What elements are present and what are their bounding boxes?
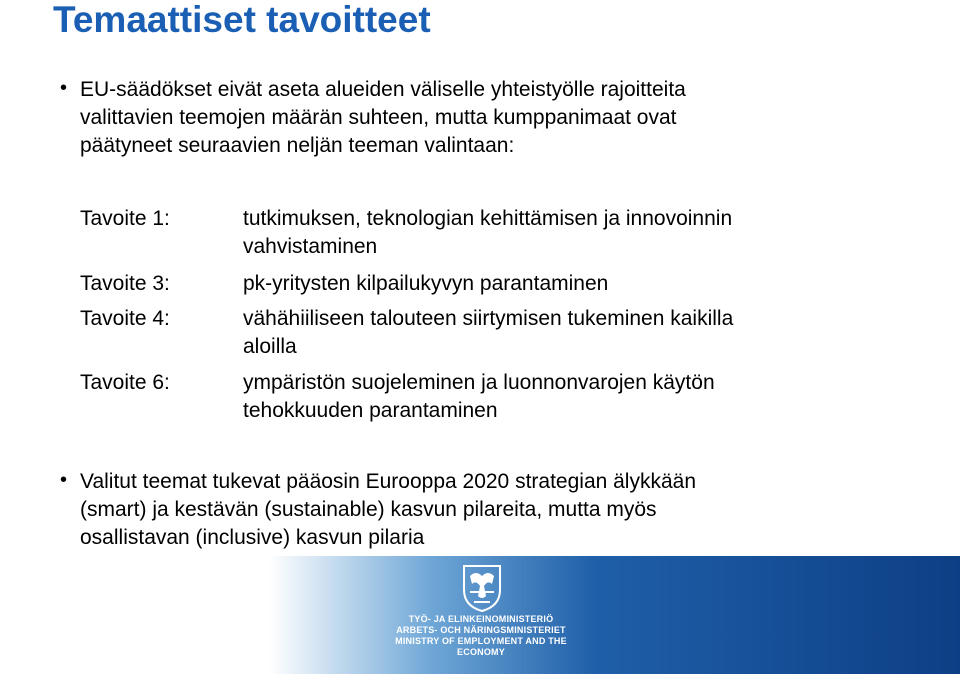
ministry-line-en: MINISTRY OF EMPLOYMENT AND THE ECONOMY bbox=[395, 636, 567, 657]
ministry-line-sv: ARBETS- OCH NÄRINGSMINISTERIET bbox=[396, 625, 566, 635]
goal-description-6 bbox=[243, 369, 943, 425]
goal-line: tehokkuuden parantaminen bbox=[243, 399, 498, 422]
page-title: Temaattiset tavoitteet bbox=[53, 0, 431, 40]
summary-line: (smart) ja kestävän (sustainable) kasvun pilareita, mutta myös bbox=[80, 498, 657, 521]
intro-line: valittavien teemojen määrän suhteen, mutta kumppanimaat ovat bbox=[80, 106, 677, 129]
goal-line: tutkimuksen, teknologian kehittämisen ja innovoinnin bbox=[243, 207, 733, 230]
summary-line: Valitut teemat tukevat pääosin Eurooppa 2020 strategian älykkään bbox=[80, 470, 697, 493]
bullet-marker: • bbox=[60, 77, 68, 99]
footer-banner bbox=[0, 556, 960, 674]
goal-label-4: Tavoite 4: bbox=[80, 307, 170, 330]
goal-description-4 bbox=[243, 305, 943, 361]
finnish-lion-coat-of-arms-icon bbox=[440, 562, 524, 612]
intro-line: EU-säädökset eivät aseta alueiden väliselle yhteistyölle rajoitteita bbox=[80, 78, 686, 101]
goal-line: pk-yritysten kilpailukyvyn parantaminen bbox=[243, 272, 609, 295]
intro-paragraph bbox=[80, 76, 940, 160]
goal-label-6: Tavoite 6: bbox=[80, 371, 170, 394]
goal-description-3 bbox=[243, 270, 943, 298]
goal-description-1 bbox=[243, 205, 943, 261]
bullet-marker: • bbox=[60, 469, 68, 491]
goal-line: ympäristön suojeleminen ja luonnonvarojen käytön bbox=[243, 371, 715, 394]
intro-line: päätyneet seuraavien neljän teeman valintaan: bbox=[80, 134, 515, 157]
goal-line: vahvistaminen bbox=[243, 235, 378, 258]
ministry-line-fi: TYÖ- JA ELINKEINOMINISTERIÖ bbox=[408, 614, 554, 624]
goal-line: aloilla bbox=[243, 335, 297, 358]
goal-label-1: Tavoite 1: bbox=[80, 207, 170, 230]
goal-line: vähähiiliseen talouteen siirtymisen tukeminen kaikilla bbox=[243, 307, 734, 330]
ministry-name bbox=[376, 614, 586, 658]
summary-paragraph bbox=[80, 468, 940, 552]
summary-line: osallistavan (inclusive) kasvun pilaria bbox=[80, 526, 425, 549]
goal-label-3: Tavoite 3: bbox=[80, 272, 170, 295]
